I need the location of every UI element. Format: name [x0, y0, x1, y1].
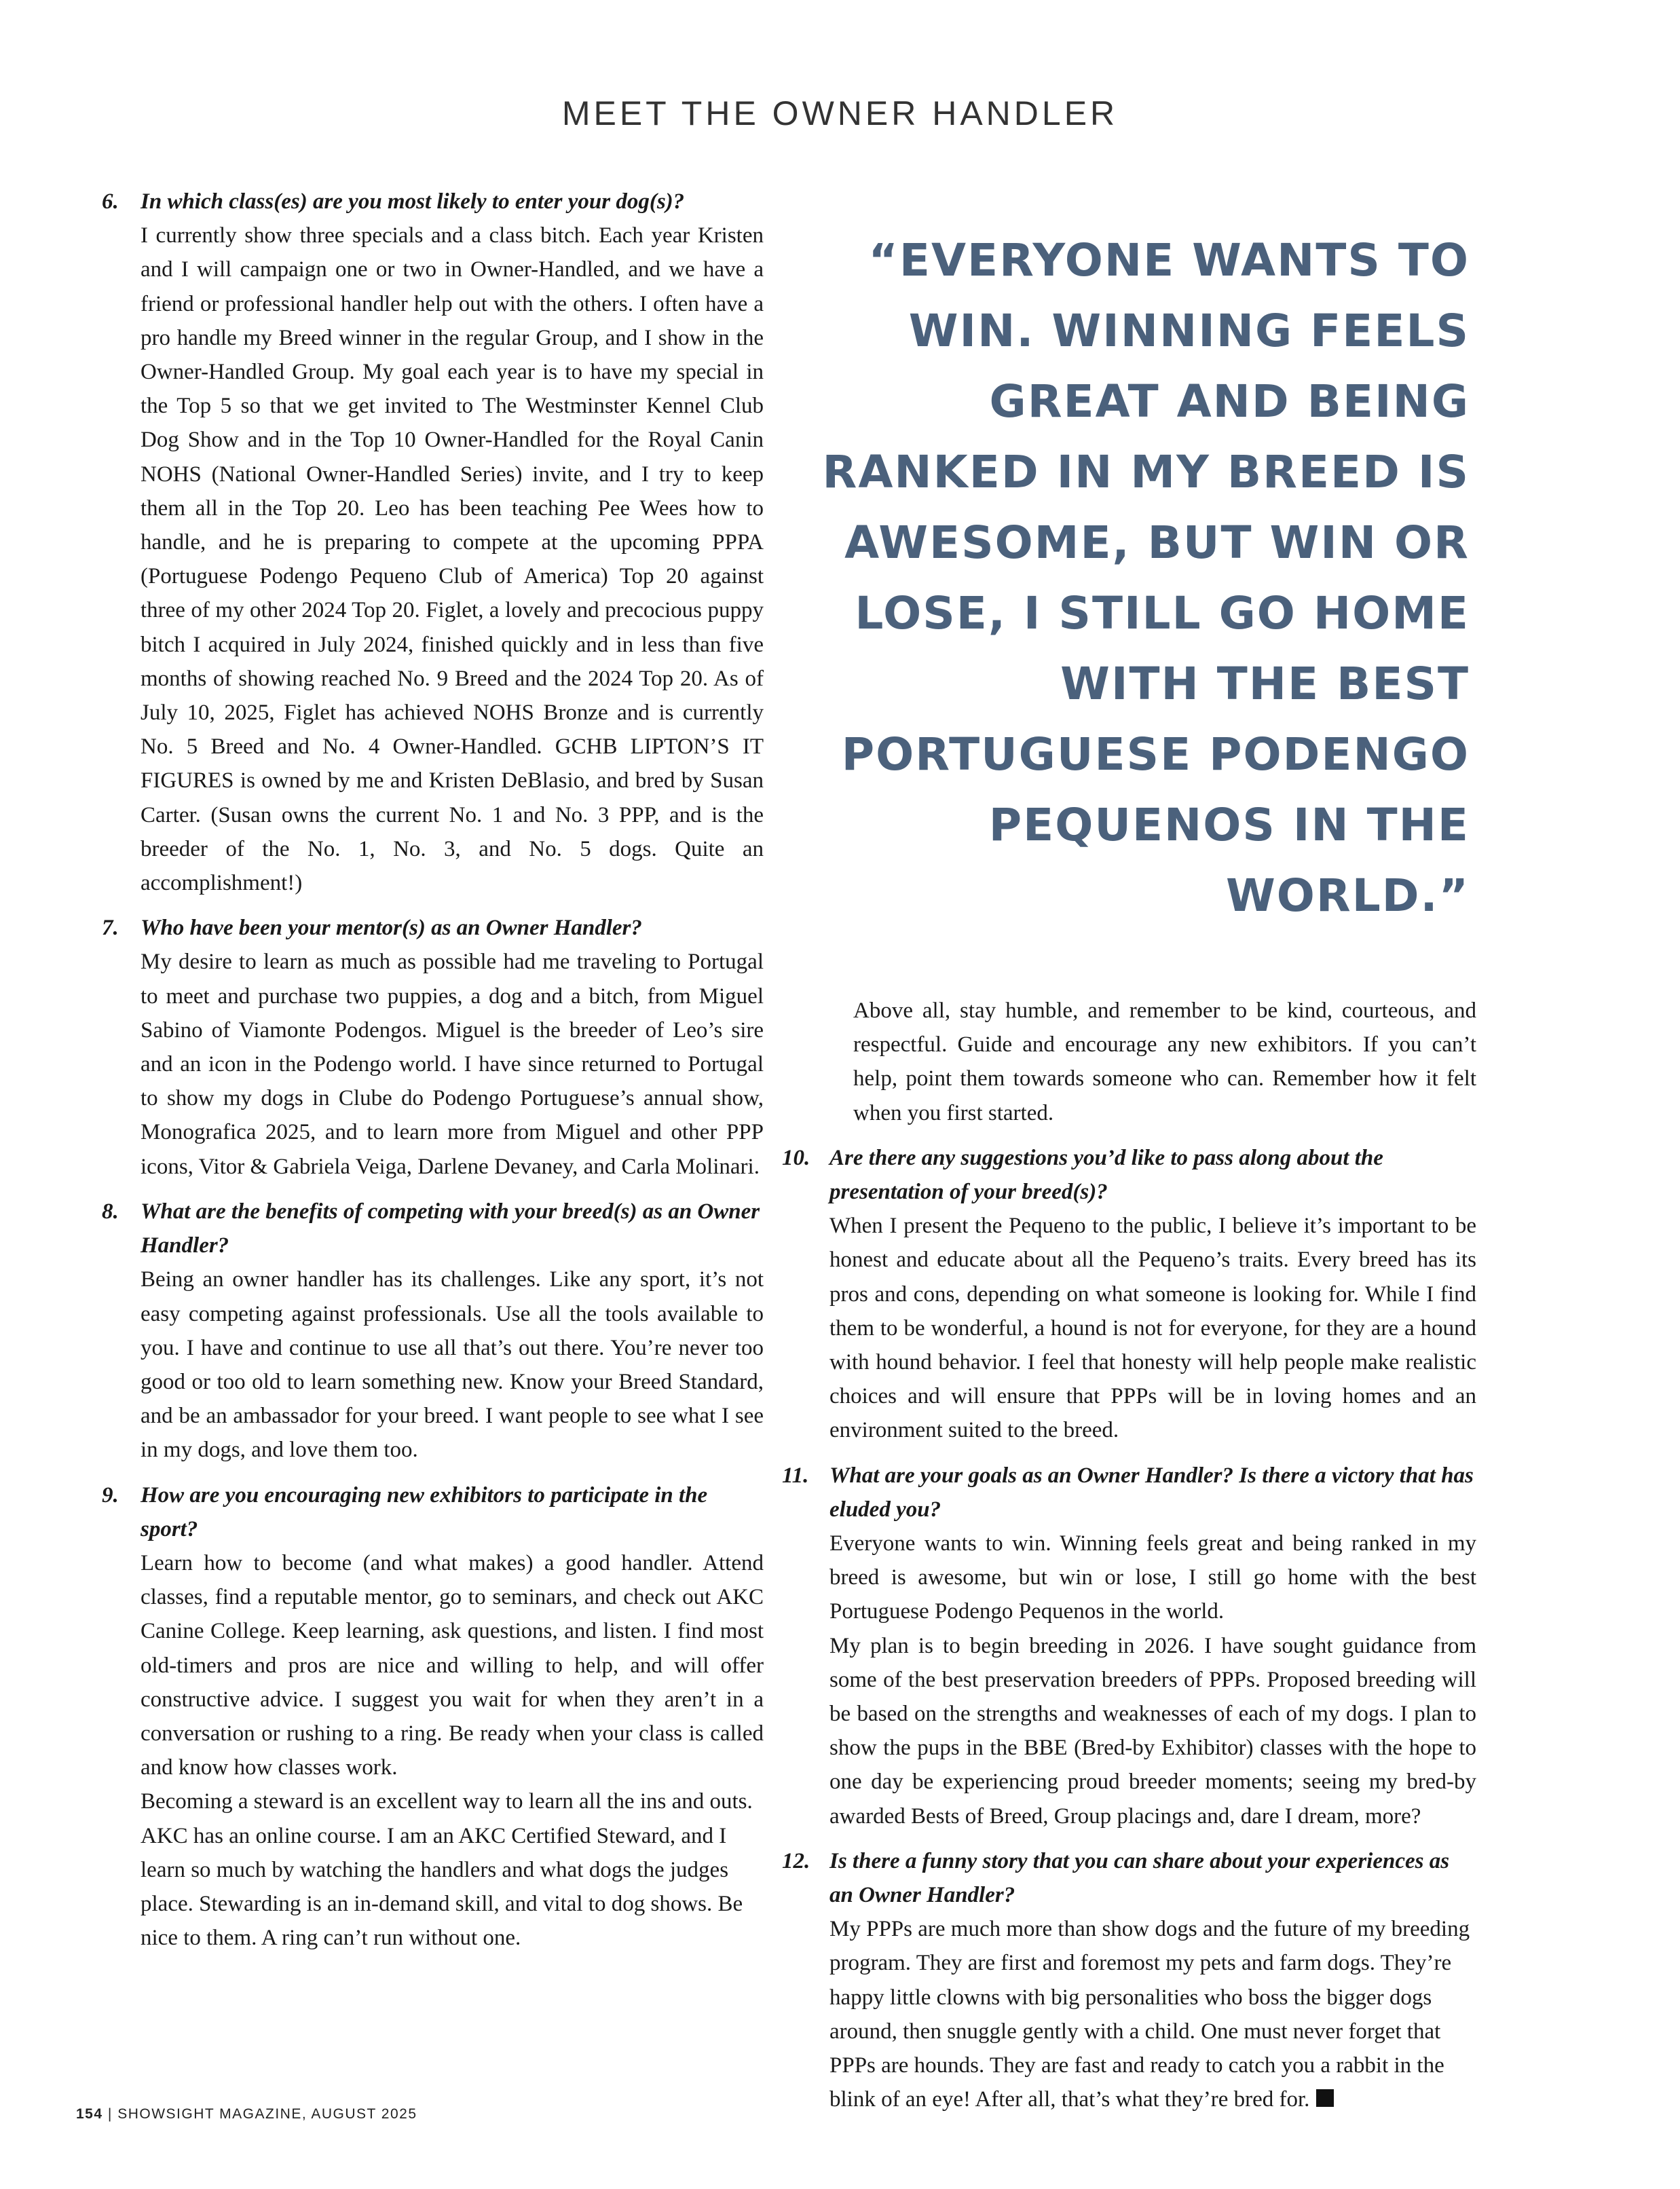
qa-item-9 [102, 1478, 764, 1956]
qa-item-6 [102, 185, 764, 900]
answer-text: My PPPs are much more than show dogs and the future of my breeding program. They are first and foremost my pets and farm dogs. They’re happy little clowns with big personalities who boss the bigger dogs around, then snuggle gently with a child. One must never forget that PPPs are hounds. They are fast and ready to catch you a rabbit in the blink of an eye! After all, that’s what they’re bred for. [829, 1917, 1470, 2112]
page-number: 154 [76, 2106, 103, 2122]
question-number: 8. [102, 1199, 119, 1224]
question-text: Is there a funny story that you can share about your experiences as an Owner Handler? [829, 1848, 1450, 1908]
question-number: 10. [782, 1145, 810, 1170]
pull-quote: “EVERYONE WANTS TO WIN. WINNING FEELS GREAT AND BEING RANKED IN MY BREED IS AWESOME, BUT WIN OR LOSE, I STILL GO HOME WITH THE BEST PORTUGUESE PODENGO PEQUENOS IN THE WORLD.” [822, 234, 1470, 922]
answer-paragraph: I currently show three specials and a class bitch. Each year Kristen and I will campaign one or two in Owner-Handled, and we have a friend or professional handler help out with the others. I often have a pro handle my Breed winner in the regular Group, and I show in the Owner-Handled Group. My goal each year is to have my special in the Top 5 so that we get invited to The Westminster Kennel Club Dog Show and in the Top 10 Owner-Handled for the Royal Canin NOHS (National Owner-Handled Series) invite, and I try to keep them all in the Top 20. Leo has been teaching Pee Wees how to handle, and he is preparing to compete at the upcoming PPPA (Portuguese Podengo Pequeno Club of America) Top 20 against three of my other 2024 Top 20. Figlet, a lovely and precocious puppy bitch I acquired in July 2024, finished quickly and in less than five months of showing reached No. 9 Breed and the 2024 Top 20. As of July 10, 2025, Figlet has achieved NOHS Bronze and is currently No. 5 Breed and No. 4 Owner-Handled. GCHB LIPTON’S IT FIGURES is owned by me and Kristen DeBlasio, and bred by Susan Carter. (Susan owns the current No. 1 and No. 3 PPP, and is the breeder of the No. 1, No. 3, and No. 5 dogs. Quite an accomplishment!) [141, 223, 764, 896]
answer-paragraph: Becoming a steward is an excellent way to learn all the ins and outs. AKC has an online course. I am an AKC Certified Steward, and I learn so much by watching the handlers and what dogs the judges place. Stewarding is an in-demand skill, and vital to dog shows. Be nice to them. A ring can’t run without one. [141, 1789, 753, 1951]
page-footer [76, 2106, 417, 2122]
question-number: 6. [102, 189, 119, 214]
answer-paragraph: My plan is to begin breeding in 2026. I have sought guidance from some of the best preservation breeders of PPPs. Proposed breeding will be based on the strengths and weaknesses of each of my dogs. I plan to show the pups in the BBE (Bred-by Exhibitor) classes with the hope to one day be experiencing proud breeder moments; seeing my bred-by awarded Bests of Breed, Group placings and, dare I dream, more? [829, 1633, 1476, 1829]
question-number: 7. [102, 916, 119, 941]
left-column [102, 185, 764, 1955]
answer-paragraph: My desire to learn as much as possible had me traveling to Portugal to meet and purchase two puppies, a dog and a bitch, from Miguel Sabino of Viamonte Podengos. Miguel is the breeder of Leo’s sire and an icon in the Podengo world. I have since returned to Portugal to show my dogs in Clube do Podengo Portuguese’s annual show, Monografica 2025, and to learn more from Miguel and other PPP icons, Vitor & Gabriela Veiga, Darlene Devaney, and Carla Molinari. [141, 950, 764, 1179]
question-number: 9. [102, 1482, 119, 1508]
answer-paragraph: Everyone wants to win. Winning feels great and being ranked in my breed is awesome, but win or lose, I still go home with the best Portuguese Podengo Pequenos in the world. [829, 1531, 1476, 1624]
publication-name: SHOWSIGHT MAGAZINE, AUGUST 2025 [117, 2106, 417, 2122]
question-text: What are your goals as an Owner Handler? Is there a victory that has eluded you? [829, 1463, 1474, 1522]
answer-paragraph: When I present the Pequeno to the public, I believe it’s important to be honest and educate about all the Pequeno’s traits. Every breed has its pros and cons, depending on what someone is looking for. While I find them to be wonderful, a hound is not for everyone, for they are a hound with hound behavior. I feel that honesty will help people make realistic choices and will ensure that PPPs will be in loving homes and an environment suited to the breed. [829, 1214, 1476, 1443]
answer-continuation: Above all, stay humble, and remember to be kind, courteous, and respectful. Guide and encourage any new exhibitors. If you can’t help, point them towards someone who can. Remember how it felt when you first started. [853, 998, 1476, 1125]
qa-item-8 [102, 1195, 764, 1467]
question-text: In which class(es) are you most likely to enter your dog(s)? [141, 189, 685, 214]
question-number: 12. [782, 1848, 810, 1873]
end-mark-icon [1316, 2089, 1334, 2107]
question-text: Who have been your mentor(s) as an Owner Handler? [141, 916, 642, 941]
section-title: MEET THE OWNER HANDLER [561, 94, 1119, 132]
question-text: How are you encouraging new exhibitors to participate in the sport? [141, 1482, 708, 1541]
answer-paragraph: Learn how to become (and what makes) a good handler. Attend classes, find a reputable mentor, go to seminars, and check out AKC Canine College. Keep learning, ask questions, and listen. I find most old-timers and pros are nice and willing to help, and will offer constructive advice. I suggest you wait for when they aren’t in a conversation or rushing to a ring. Be ready when your class is called and know how classes work. [141, 1550, 764, 1780]
question-text: Are there any suggestions you’d like to pass along about the presentation of your breed(s)? [829, 1145, 1383, 1205]
question-number: 11. [782, 1463, 809, 1488]
footer-separator: | [107, 2106, 113, 2122]
qa-item-7 [102, 911, 764, 1184]
right-column [782, 185, 1476, 2117]
answer-paragraph [829, 1912, 1476, 2116]
question-text: What are the benefits of competing with your breed(s) as an Owner Handler? [141, 1199, 760, 1258]
qa-item-10 [782, 1141, 1476, 1448]
answer-paragraph: Being an owner handler has its challenges. Like any sport, it’s not easy competing against professionals. Use all the tools available to you. I have and continue to use all that’s out there. You’re never too good or too old to learn something new. Know your Breed Standard, and be an ambassador for your breed. I want people to see what I see in my dogs, and love them too. [141, 1267, 764, 1463]
qa-item-11 [782, 1459, 1476, 1833]
qa-item-12 [782, 1844, 1476, 2117]
